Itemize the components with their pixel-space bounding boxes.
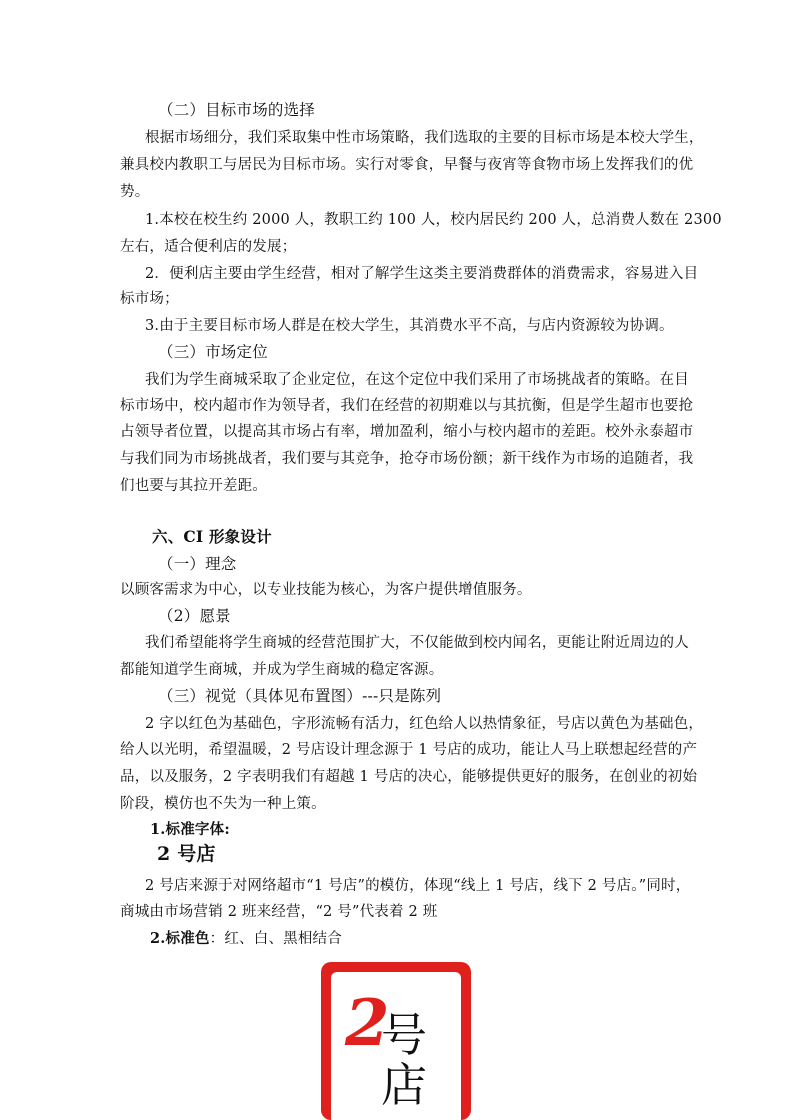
position-para-line: 们也要与其拉开差距。 <box>120 478 267 494</box>
name-origin-line: 商城由市场营销 2 班来经营，“2 号”代表着 2 班 <box>120 904 438 920</box>
concept-heading: （一）理念 <box>158 555 237 573</box>
name-origin-line: 2 号店来源于对网络超市“1 号店”的模仿，体现“线上 1 号店，线下 2 号店。”同时， <box>145 878 691 894</box>
ci-section-title: 六、CI 形象设计 <box>152 527 272 546</box>
section-target-heading: （二）目标市场的选择 <box>158 101 316 119</box>
target-item-1: 1.本校在校生约 2000 人，教职工约 100 人，校内居民约 200 人，总消费人数在 2300 <box>145 212 722 228</box>
position-para-line: 与我们同为市场挑战者，我们要与其竞争，抢夺市场份额；新干线作为市场的追随者，我 <box>120 451 694 467</box>
store-logo <box>321 962 471 1120</box>
target-para-line: 根据市场细分，我们采取集中性市场策略，我们选取的主要的目标市场是本校大学生， <box>145 130 704 146</box>
standard-color-value: ：红、白、黑相结合 <box>209 931 342 947</box>
section-position-heading: （三）市场定位 <box>158 343 268 361</box>
target-item-2: 2．便利店主要由学生经营，相对了解学生这类主要消费群体的消费需求，容易进入目 <box>145 266 699 282</box>
visual-line: 阶段，模仿也不失为一种上策。 <box>120 796 326 812</box>
standard-font-label: 1.标准字体: <box>150 821 230 838</box>
standard-font-sample: 2 号店 <box>157 843 216 865</box>
vision-line: 都能知道学生商城，并成为学生商城的稳定客源。 <box>120 662 444 678</box>
standard-color-label: 2.标准色 <box>150 930 210 947</box>
concept-text: 以顾客需求为中心，以专业技能为核心，为客户提供增值服务。 <box>120 582 532 598</box>
visual-line: 2 字以红色为基础色，字形流畅有活力，红色给人以热情象征，号店以黄色为基础色， <box>145 716 704 732</box>
logo-inner-panel <box>331 972 461 1120</box>
visual-heading: （三）视觉（具体见布置图）---只是陈列 <box>158 687 442 705</box>
logo-text: 号店 <box>381 1008 427 1112</box>
standard-color-line <box>150 929 710 949</box>
target-item-1-cont: 左右，适合便利店的发展； <box>120 239 297 255</box>
visual-line: 给人以光明，希望温暖，2 号店设计理念源于 1 号店的成功，能让人马上联想起经营的产 <box>120 742 698 758</box>
position-para-line: 占领导者位置，以提高其市场占有率，增加盈利，缩小与校内超市的差距。校外永泰超市 <box>120 424 694 440</box>
position-para-line: 我们为学生商城采取了企业定位，在这个定位中我们采用了市场挑战者的策略。在目 <box>145 372 689 388</box>
target-para-line: 势。 <box>120 184 150 200</box>
vision-line: 我们希望能将学生商城的经营范围扩大，不仅能做到校内闻名，更能让附近周边的人 <box>145 635 689 651</box>
visual-line: 品，以及服务，2 字表明我们有超越 1 号店的决心，能够提供更好的服务，在创业的初始 <box>120 769 698 785</box>
position-para-line: 标市场中，校内超市作为领导者，我们在经营的初期难以与其抗衡，但是学生超市也要抢 <box>120 398 694 414</box>
target-item-3: 3.由于主要目标市场人群是在校大学生，其消费水平不高，与店内资源较为协调。 <box>145 318 674 334</box>
target-para-line: 兼具校内教职工与居民为目标市场。实行对零食，早餐与夜宵等食物市场上发挥我们的优 <box>120 157 694 173</box>
vision-heading: （2）愿景 <box>158 607 231 625</box>
target-item-2-cont: 标市场； <box>120 291 179 307</box>
logo-numeral: 2 <box>345 986 390 1061</box>
